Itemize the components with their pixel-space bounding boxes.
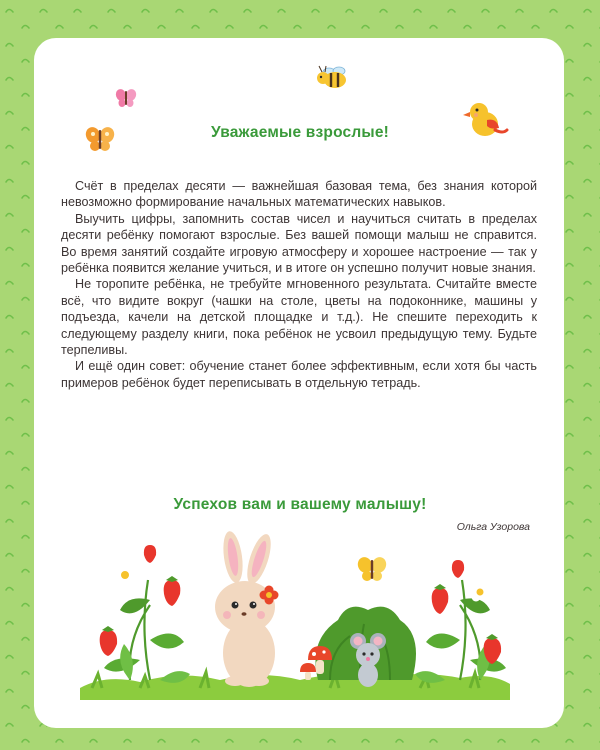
- paragraph: Не торопите ребёнка, не требуйте мгновенного результата. Считайте вместе всё, что видите вокруг (чашки на столе, цветы на подоконнике, машины у подъезда, качели на детской площадке и т.д.). Не спешите переходить к следующему разделу книги, пока ребёнок не усвоил предыдущую тему. Будьте терпеливы.: [61, 277, 537, 358]
- strawberry-plant-illustration: [100, 545, 190, 683]
- paragraph: Выучить цифры, запомнить состав чисел и научиться считать в пределах десяти ребёнку помогают взрослые. Без вашей помощи малыш не справится. Во время занятий создайте игровую атмосферу и хорошее настроение — так у ребёнка появится желание учиться, и в итоге он успешно получит новые знания.: [61, 211, 537, 276]
- closing-line: Успехов вам и вашему малышу!: [173, 496, 427, 513]
- strawberry-plant-illustration: [415, 560, 506, 683]
- paragraph: И ещё один совет: обучение станет более эффективным, если хотя бы часть примеров ребёнок будет переписывать в отдельную тетрадь.: [61, 359, 537, 390]
- bunny-illustration: [215, 530, 279, 687]
- butterfly-icon: [355, 555, 388, 581]
- grass-illustration: [80, 672, 510, 700]
- page-title: Уважаемые взрослые!: [210, 124, 390, 141]
- paragraph: Счёт в пределах десяти — важнейшая базовая тема, без знания которой невозможно формирование начальных математических навыков.: [61, 179, 537, 210]
- author-signature: Ольга Узорова: [456, 521, 530, 533]
